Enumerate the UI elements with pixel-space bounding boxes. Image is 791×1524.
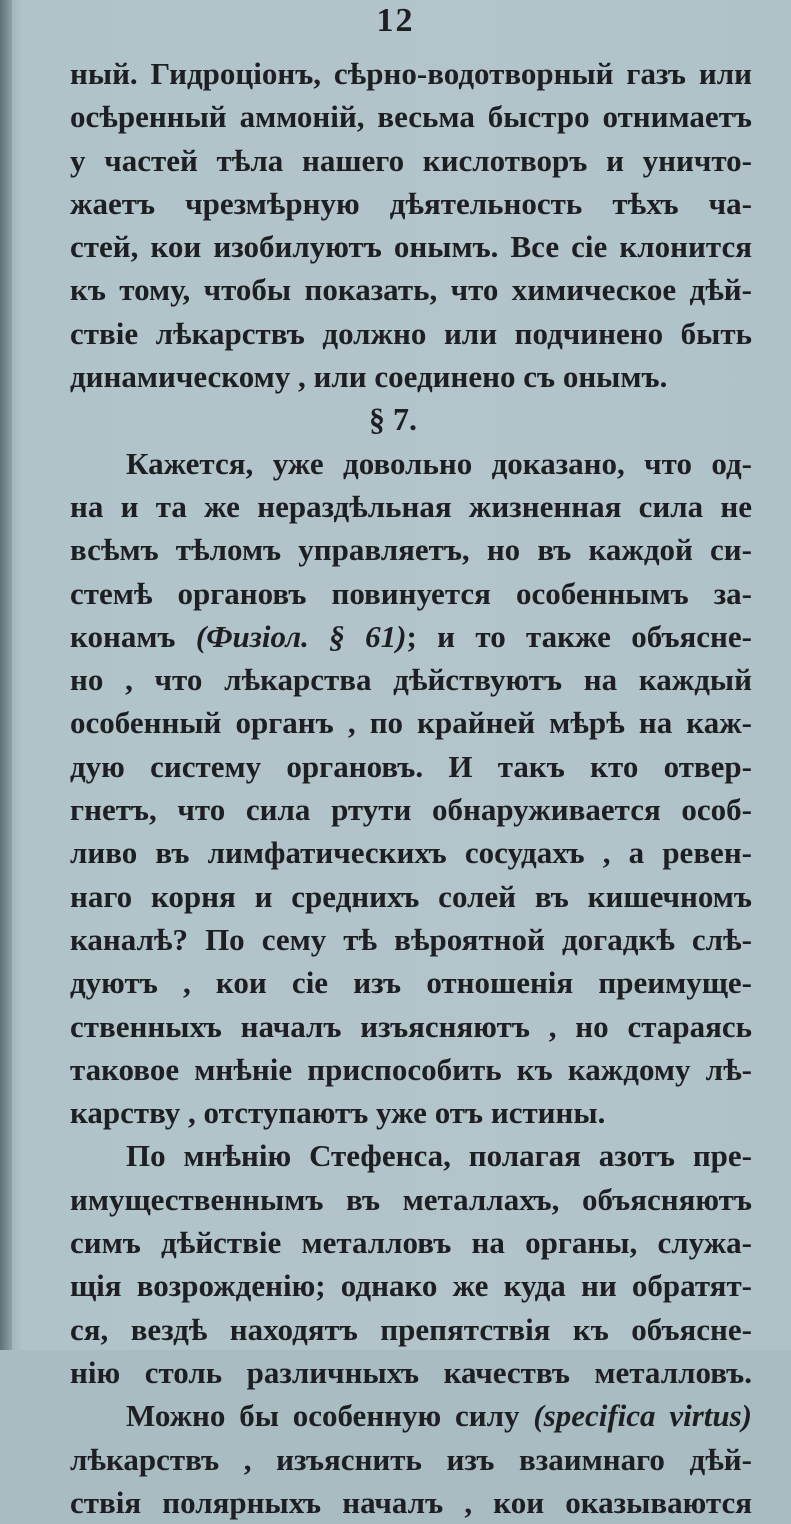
text-line: особенный органъ , по крайней мѣрѣ на каж- (70, 705, 752, 741)
text-line: нію столь различныхъ качествъ металловъ. (70, 1354, 752, 1390)
physiology-reference: (Физіол. § 61) (195, 618, 407, 654)
page-body (70, 52, 752, 1524)
text-line: карству , отступаютъ уже отъ истины. (70, 1095, 606, 1131)
text-line: дую систему органовъ. И такъ кто отвер- (70, 748, 752, 784)
text-line: ный. Гидроціонъ, сѣрно-водотворный газъ или (70, 56, 752, 91)
text-fragment: ; и то также объясне- (406, 618, 752, 654)
text-fragment: конамъ (70, 618, 196, 654)
text-line: осѣренный аммоній, весьма быстро отнимаетъ (70, 99, 752, 135)
text-line: По мнѣнію Стефенса, полагая азотъ пре- (126, 1138, 752, 1174)
text-line: всѣмъ тѣломъ управляетъ, но въ каждой си- (70, 532, 752, 568)
text-line-with-reference (70, 615, 752, 658)
text-line: ствія полярныхъ началъ , кои оказываются (70, 1484, 752, 1520)
page-binding-edge (0, 0, 12, 1350)
text-line: имущественнымъ въ металлахъ, объясняютъ (70, 1181, 752, 1217)
text-line: къ тому, чтобы показать, что химическое дѣй- (70, 272, 752, 308)
text-line: у частей тѣла нашего кислотворъ и уничто- (70, 142, 752, 178)
text-line-with-latin (70, 1394, 752, 1437)
text-line: стей, кои изобилуютъ онымъ. Все сіе клонится (70, 229, 752, 265)
latin-term: (specifica virtus) (533, 1398, 753, 1434)
text-line: дуютъ , кои сіе изъ отношенія преимуще- (70, 965, 752, 1001)
text-line: лѣкарствъ , изъяснить изъ взаимнаго дѣй- (70, 1441, 752, 1477)
text-line: ся, вездѣ находятъ препятствія къ объясне- (70, 1311, 752, 1347)
text-line: ливо въ лимфатическихъ сосудахъ , а ревен- (70, 835, 752, 871)
section-heading: § 7. (369, 401, 417, 438)
text-line: каналѣ? По сему тѣ вѣроятной догадкѣ слѣ- (70, 921, 752, 957)
text-line: динамическому , или соединено съ онымъ. (70, 359, 668, 395)
page-number: 12 (376, 2, 415, 39)
text-line: щія возрожденію; однако же куда ни обратят- (70, 1268, 752, 1304)
text-line: стемѣ органовъ повинуется особеннымъ за- (70, 575, 752, 611)
text-line: ственныхъ началъ изъясняютъ , но стараясь (70, 1008, 752, 1044)
text-line: наго корня и среднихъ солей въ кишечномъ (70, 878, 752, 914)
text-line: гнетъ, что сила ртути обнаруживается особ- (70, 792, 752, 828)
text-line: но , что лѣкарства дѣйствуютъ на каждый (70, 662, 752, 698)
text-line: таковое мнѣніе приспособить къ каждому лѣ- (70, 1051, 752, 1087)
text-line: Кажется, уже довольно доказано, что од- (126, 445, 752, 481)
text-line: жаетъ чрезмѣрную дѣятельность тѣхъ ча- (70, 185, 752, 221)
text-line: ствіе лѣкарствъ должно или подчинено быть (70, 315, 752, 351)
text-fragment: Можно бы особенную силу (126, 1398, 534, 1434)
text-line: на и та же нераздѣльная жизненная сила не (70, 488, 752, 524)
text-line: симъ дѣйствіе металловъ на органы, служа- (70, 1225, 752, 1261)
